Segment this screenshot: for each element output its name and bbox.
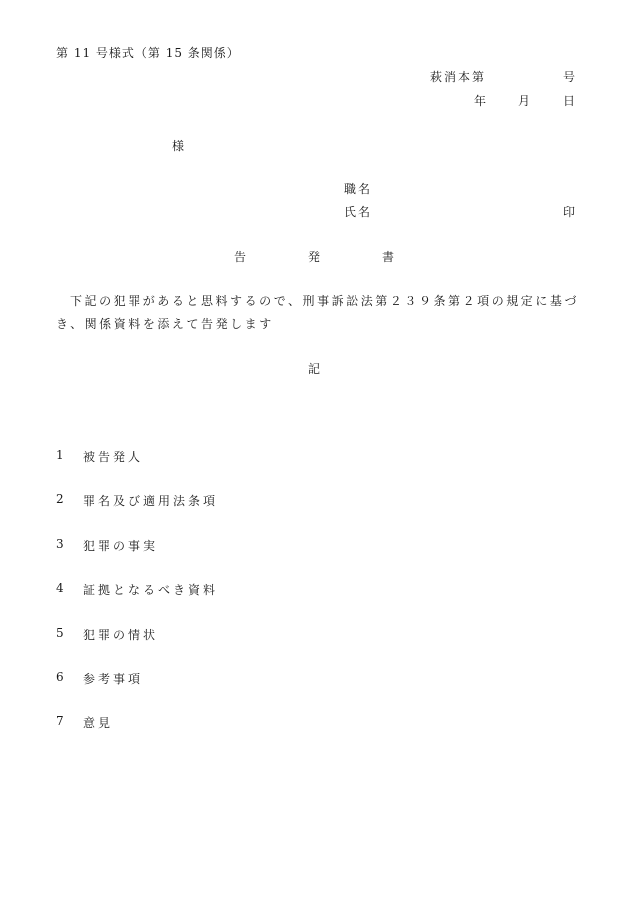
item-label: 罪名及び適用法条項 <box>83 494 219 508</box>
date-day-label: 日 <box>563 94 576 108</box>
item-number: 2 <box>56 492 64 506</box>
date-year-label: 年 <box>474 94 487 108</box>
ki-heading: 記 <box>308 362 321 376</box>
item-label: 犯罪の情状 <box>83 628 159 642</box>
title-char-3: 書 <box>382 250 395 264</box>
reference-number-prefix: 萩消本第 <box>430 70 487 84</box>
item-label: 参考事項 <box>83 672 144 686</box>
title-char-1: 告 <box>234 250 247 264</box>
item-number: 1 <box>56 448 64 462</box>
body-text-line-1: 下記の犯罪があると思料するので、刑事訴訟法第２３９条第２項の規定に基づ <box>70 294 580 308</box>
item-number: 7 <box>56 714 64 728</box>
reference-number-suffix: 号 <box>563 70 576 84</box>
item-label: 証拠となるべき資料 <box>83 583 219 597</box>
sender-name-label: 氏名 <box>344 205 373 219</box>
item-label: 犯罪の事実 <box>83 539 159 553</box>
item-label: 被告発人 <box>83 450 144 464</box>
title-char-2: 発 <box>308 250 321 264</box>
date-month-label: 月 <box>518 94 531 108</box>
item-number: 5 <box>56 626 64 640</box>
addressee-honorific: 様 <box>172 139 185 153</box>
item-label: 意見 <box>83 716 114 730</box>
item-number: 6 <box>56 670 64 684</box>
seal-mark: 印 <box>563 205 576 219</box>
form-number-label: 第 11 号様式（第 15 条関係） <box>56 46 240 60</box>
item-number: 3 <box>56 537 64 551</box>
item-number: 4 <box>56 581 64 595</box>
sender-post-label: 職名 <box>344 182 373 196</box>
body-text-line-2: き、関係資料を添えて告発します <box>56 317 274 331</box>
